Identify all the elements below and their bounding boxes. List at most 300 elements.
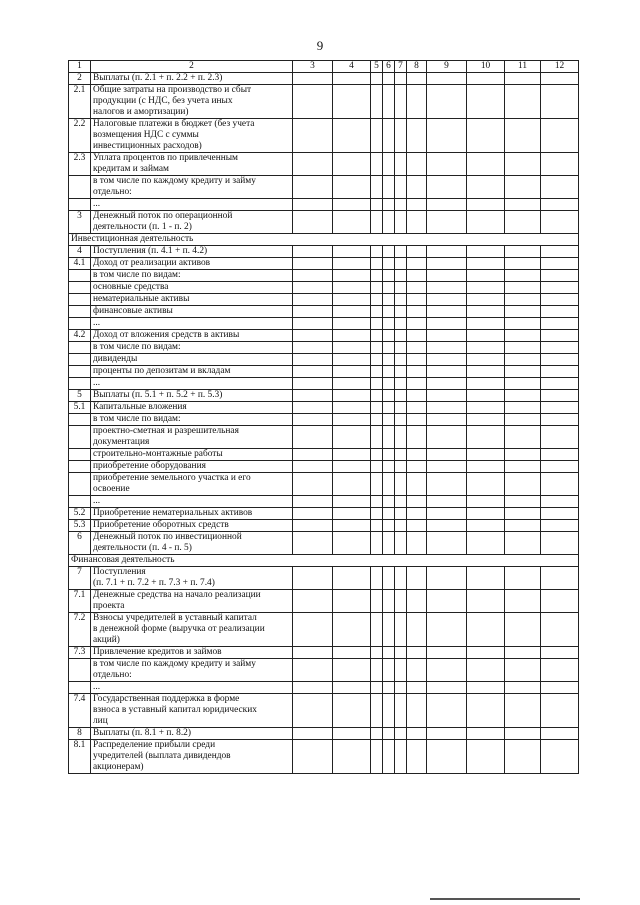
value-cell	[395, 85, 407, 119]
value-cell	[333, 449, 371, 461]
value-cell	[505, 590, 541, 613]
table-subrow	[69, 682, 579, 694]
description-line: проектно-сметная и разрешительная	[93, 426, 239, 436]
value-cell	[505, 330, 541, 342]
value-cell	[505, 270, 541, 282]
value-cell	[407, 647, 427, 659]
table-row	[69, 613, 579, 647]
table-subrow	[69, 366, 579, 378]
cash-flow-table	[68, 60, 579, 774]
value-cell	[383, 728, 395, 740]
value-cell	[505, 306, 541, 318]
value-cell	[467, 682, 505, 694]
value-cell	[505, 318, 541, 330]
table-row	[69, 520, 579, 532]
value-cell	[371, 270, 383, 282]
value-cell	[427, 496, 467, 508]
description-line: в том числе по видам:	[93, 414, 181, 424]
value-cell	[541, 153, 579, 176]
value-cell	[427, 613, 467, 647]
value-cell	[383, 402, 395, 414]
description-line: кредитам и займам	[93, 164, 169, 174]
value-cell	[541, 728, 579, 740]
value-cell	[427, 390, 467, 402]
table-subrow	[69, 318, 579, 330]
description-line: в том числе по видам:	[93, 342, 181, 352]
value-cell	[383, 508, 395, 520]
value-cell	[427, 461, 467, 473]
description-line: возмещения НДС с суммы	[93, 130, 199, 140]
value-cell	[505, 378, 541, 390]
value-cell	[541, 402, 579, 414]
row-number: 4.2	[69, 330, 91, 342]
row-number: 7.4	[69, 694, 91, 728]
value-cell	[407, 402, 427, 414]
value-cell	[333, 694, 371, 728]
row-number: 7.2	[69, 613, 91, 647]
row-number: 6	[69, 532, 91, 555]
value-cell	[371, 414, 383, 426]
row-number	[69, 306, 91, 318]
value-cell	[467, 567, 505, 590]
row-description	[91, 496, 293, 508]
description-line: ...	[93, 496, 101, 506]
value-cell	[407, 119, 427, 153]
row-description	[91, 119, 293, 153]
value-cell	[427, 306, 467, 318]
value-cell	[427, 520, 467, 532]
row-description	[91, 199, 293, 211]
value-cell	[427, 449, 467, 461]
value-cell	[371, 354, 383, 366]
value-cell	[371, 282, 383, 294]
description-line: в денежной форме (выручка от реализации	[93, 624, 265, 634]
value-cell	[407, 659, 427, 682]
table-row	[69, 153, 579, 176]
row-number	[69, 366, 91, 378]
description-line: Капитальные вложения	[93, 402, 187, 412]
value-cell	[505, 153, 541, 176]
value-cell	[467, 330, 505, 342]
value-cell	[541, 318, 579, 330]
value-cell	[395, 73, 407, 85]
row-number	[69, 659, 91, 682]
value-cell	[541, 590, 579, 613]
value-cell	[383, 590, 395, 613]
value-cell	[427, 414, 467, 426]
row-description	[91, 282, 293, 294]
value-cell	[333, 318, 371, 330]
table-subrow	[69, 199, 579, 211]
value-cell	[427, 473, 467, 496]
value-cell	[395, 613, 407, 647]
value-cell	[505, 402, 541, 414]
row-number: 4.1	[69, 258, 91, 270]
value-cell	[505, 449, 541, 461]
value-cell	[427, 73, 467, 85]
value-cell	[395, 282, 407, 294]
row-number	[69, 449, 91, 461]
value-cell	[541, 85, 579, 119]
value-cell	[395, 567, 407, 590]
value-cell	[467, 647, 505, 659]
table-row	[69, 119, 579, 153]
value-cell	[333, 390, 371, 402]
row-number	[69, 461, 91, 473]
value-cell	[427, 402, 467, 414]
value-cell	[427, 590, 467, 613]
value-cell	[541, 694, 579, 728]
value-cell	[395, 508, 407, 520]
value-cell	[427, 246, 467, 258]
value-cell	[333, 659, 371, 682]
value-cell	[333, 211, 371, 234]
value-cell	[293, 659, 333, 682]
value-cell	[371, 199, 383, 211]
row-number	[69, 199, 91, 211]
column-header: 12	[541, 61, 579, 73]
row-number: 7.3	[69, 647, 91, 659]
value-cell	[371, 342, 383, 354]
value-cell	[371, 567, 383, 590]
value-cell	[505, 342, 541, 354]
value-cell	[467, 740, 505, 774]
description-line: (п. 7.1 + п. 7.2 + п. 7.3 + п. 7.4)	[93, 578, 215, 588]
value-cell	[407, 496, 427, 508]
description-line: лиц	[93, 716, 108, 726]
value-cell	[333, 414, 371, 426]
value-cell	[407, 306, 427, 318]
table-row	[69, 246, 579, 258]
value-cell	[407, 508, 427, 520]
table-subrow	[69, 176, 579, 199]
value-cell	[467, 366, 505, 378]
table-subrow	[69, 659, 579, 682]
value-cell	[383, 270, 395, 282]
row-description	[91, 306, 293, 318]
value-cell	[371, 153, 383, 176]
page-number: 9	[316, 38, 324, 53]
value-cell	[371, 306, 383, 318]
description-line: Денежные средства на начало реализации	[93, 590, 261, 600]
value-cell	[333, 119, 371, 153]
value-cell	[505, 390, 541, 402]
row-description	[91, 176, 293, 199]
description-line: ...	[93, 682, 101, 692]
value-cell	[467, 473, 505, 496]
table-row	[69, 567, 579, 590]
description-line: акций)	[93, 635, 120, 645]
row-number	[69, 270, 91, 282]
value-cell	[371, 728, 383, 740]
value-cell	[467, 426, 505, 449]
value-cell	[395, 473, 407, 496]
value-cell	[371, 378, 383, 390]
row-number	[69, 282, 91, 294]
value-cell	[541, 567, 579, 590]
value-cell	[371, 390, 383, 402]
value-cell	[505, 73, 541, 85]
value-cell	[407, 330, 427, 342]
description-line: инвестиционных расходов)	[93, 141, 202, 151]
value-cell	[541, 532, 579, 555]
value-cell	[371, 366, 383, 378]
value-cell	[407, 176, 427, 199]
description-line: Выплаты (п. 5.1 + п. 5.2 + п. 5.3)	[93, 390, 223, 400]
value-cell	[293, 318, 333, 330]
value-cell	[333, 426, 371, 449]
value-cell	[427, 694, 467, 728]
value-cell	[383, 85, 395, 119]
value-cell	[333, 567, 371, 590]
value-cell	[467, 258, 505, 270]
description-line: Распределение прибыли среди	[93, 740, 216, 750]
row-description	[91, 461, 293, 473]
value-cell	[541, 508, 579, 520]
row-number	[69, 176, 91, 199]
value-cell	[293, 508, 333, 520]
value-cell	[383, 414, 395, 426]
value-cell	[383, 694, 395, 728]
table-subrow	[69, 282, 579, 294]
value-cell	[371, 176, 383, 199]
description-line: Поступления (п. 4.1 + п. 4.2)	[93, 246, 208, 256]
value-cell	[467, 659, 505, 682]
value-cell	[371, 496, 383, 508]
value-cell	[467, 508, 505, 520]
value-cell	[467, 294, 505, 306]
value-cell	[541, 119, 579, 153]
value-cell	[293, 85, 333, 119]
value-cell	[333, 294, 371, 306]
value-cell	[541, 426, 579, 449]
value-cell	[293, 73, 333, 85]
table-subrow	[69, 354, 579, 366]
value-cell	[395, 354, 407, 366]
value-cell	[395, 258, 407, 270]
value-cell	[395, 426, 407, 449]
value-cell	[427, 176, 467, 199]
description-line: Общие затраты на производство и сбыт	[93, 85, 252, 95]
table-row	[69, 211, 579, 234]
table-subrow	[69, 306, 579, 318]
value-cell	[407, 694, 427, 728]
value-cell	[407, 414, 427, 426]
value-cell	[383, 449, 395, 461]
row-number	[69, 682, 91, 694]
value-cell	[395, 740, 407, 774]
row-description	[91, 567, 293, 590]
value-cell	[541, 199, 579, 211]
value-cell	[293, 449, 333, 461]
value-cell	[395, 728, 407, 740]
value-cell	[407, 740, 427, 774]
row-number: 8	[69, 728, 91, 740]
row-description	[91, 449, 293, 461]
value-cell	[541, 354, 579, 366]
value-cell	[383, 330, 395, 342]
value-cell	[427, 426, 467, 449]
value-cell	[395, 659, 407, 682]
value-cell	[427, 659, 467, 682]
value-cell	[293, 740, 333, 774]
value-cell	[395, 294, 407, 306]
description-line: Государственная поддержка в форме	[93, 694, 240, 704]
value-cell	[505, 354, 541, 366]
value-cell	[427, 366, 467, 378]
value-cell	[427, 728, 467, 740]
value-cell	[505, 366, 541, 378]
row-description	[91, 508, 293, 520]
value-cell	[383, 390, 395, 402]
value-cell	[427, 282, 467, 294]
table-row	[69, 402, 579, 414]
value-cell	[293, 402, 333, 414]
value-cell	[383, 613, 395, 647]
value-cell	[427, 119, 467, 153]
value-cell	[505, 728, 541, 740]
value-cell	[333, 330, 371, 342]
row-description	[91, 73, 293, 85]
value-cell	[395, 414, 407, 426]
column-header: 9	[427, 61, 467, 73]
description-line: основные средства	[93, 282, 169, 292]
row-number: 7.1	[69, 590, 91, 613]
value-cell	[293, 306, 333, 318]
value-cell	[467, 520, 505, 532]
table-subrow	[69, 414, 579, 426]
value-cell	[333, 520, 371, 532]
value-cell	[395, 306, 407, 318]
row-description	[91, 294, 293, 306]
value-cell	[333, 740, 371, 774]
value-cell	[333, 647, 371, 659]
value-cell	[505, 473, 541, 496]
value-cell	[407, 613, 427, 647]
value-cell	[395, 153, 407, 176]
description-line: ...	[93, 318, 101, 328]
value-cell	[293, 613, 333, 647]
value-cell	[407, 728, 427, 740]
description-line: в том числе по видам:	[93, 270, 181, 280]
value-cell	[395, 461, 407, 473]
table-row	[69, 390, 579, 402]
value-cell	[371, 694, 383, 728]
table-body	[69, 61, 579, 774]
value-cell	[541, 342, 579, 354]
row-number: 7	[69, 567, 91, 590]
section-title: Финансовая деятельность	[69, 555, 579, 567]
value-cell	[427, 567, 467, 590]
value-cell	[293, 461, 333, 473]
description-line: взноса в уставный капитал юридических	[93, 705, 257, 715]
value-cell	[407, 366, 427, 378]
value-cell	[371, 85, 383, 119]
value-cell	[293, 473, 333, 496]
value-cell	[333, 153, 371, 176]
value-cell	[467, 85, 505, 119]
value-cell	[505, 426, 541, 449]
value-cell	[541, 73, 579, 85]
value-cell	[407, 246, 427, 258]
value-cell	[395, 682, 407, 694]
value-cell	[505, 258, 541, 270]
value-cell	[467, 378, 505, 390]
value-cell	[541, 647, 579, 659]
description-line: освоение	[93, 484, 130, 494]
row-description	[91, 473, 293, 496]
value-cell	[467, 390, 505, 402]
value-cell	[293, 532, 333, 555]
value-cell	[371, 682, 383, 694]
value-cell	[505, 85, 541, 119]
description-line: приобретение земельного участка и его	[93, 473, 251, 483]
value-cell	[333, 508, 371, 520]
value-cell	[427, 330, 467, 342]
column-header: 4	[333, 61, 371, 73]
row-number	[69, 496, 91, 508]
value-cell	[395, 270, 407, 282]
value-cell	[293, 496, 333, 508]
row-number	[69, 473, 91, 496]
description-line: приобретение оборудования	[93, 461, 206, 471]
value-cell	[293, 414, 333, 426]
column-header: 1	[69, 61, 91, 73]
value-cell	[467, 590, 505, 613]
value-cell	[333, 176, 371, 199]
value-cell	[293, 282, 333, 294]
description-line: в том числе по каждому кредиту и займу	[93, 659, 256, 669]
row-description	[91, 342, 293, 354]
row-description	[91, 740, 293, 774]
description-line: учредителей (выплата дивидендов	[93, 751, 231, 761]
column-number-row	[69, 61, 579, 73]
value-cell	[505, 211, 541, 234]
column-header: 3	[293, 61, 333, 73]
description-line: отдельно:	[93, 187, 132, 197]
value-cell	[371, 258, 383, 270]
value-cell	[293, 119, 333, 153]
value-cell	[407, 449, 427, 461]
value-cell	[371, 647, 383, 659]
value-cell	[383, 119, 395, 153]
description-line: деятельности (п. 1 - п. 2)	[93, 222, 192, 232]
table-row	[69, 590, 579, 613]
value-cell	[407, 567, 427, 590]
value-cell	[407, 354, 427, 366]
value-cell	[467, 728, 505, 740]
table-row	[69, 728, 579, 740]
value-cell	[505, 520, 541, 532]
value-cell	[467, 613, 505, 647]
table-row	[69, 508, 579, 520]
value-cell	[427, 270, 467, 282]
value-cell	[383, 199, 395, 211]
value-cell	[541, 258, 579, 270]
value-cell	[383, 520, 395, 532]
value-cell	[395, 246, 407, 258]
column-header: 7	[395, 61, 407, 73]
value-cell	[293, 426, 333, 449]
value-cell	[407, 294, 427, 306]
row-description	[91, 520, 293, 532]
value-cell	[541, 294, 579, 306]
value-cell	[383, 378, 395, 390]
row-number	[69, 426, 91, 449]
value-cell	[371, 211, 383, 234]
row-number	[69, 318, 91, 330]
value-cell	[427, 647, 467, 659]
